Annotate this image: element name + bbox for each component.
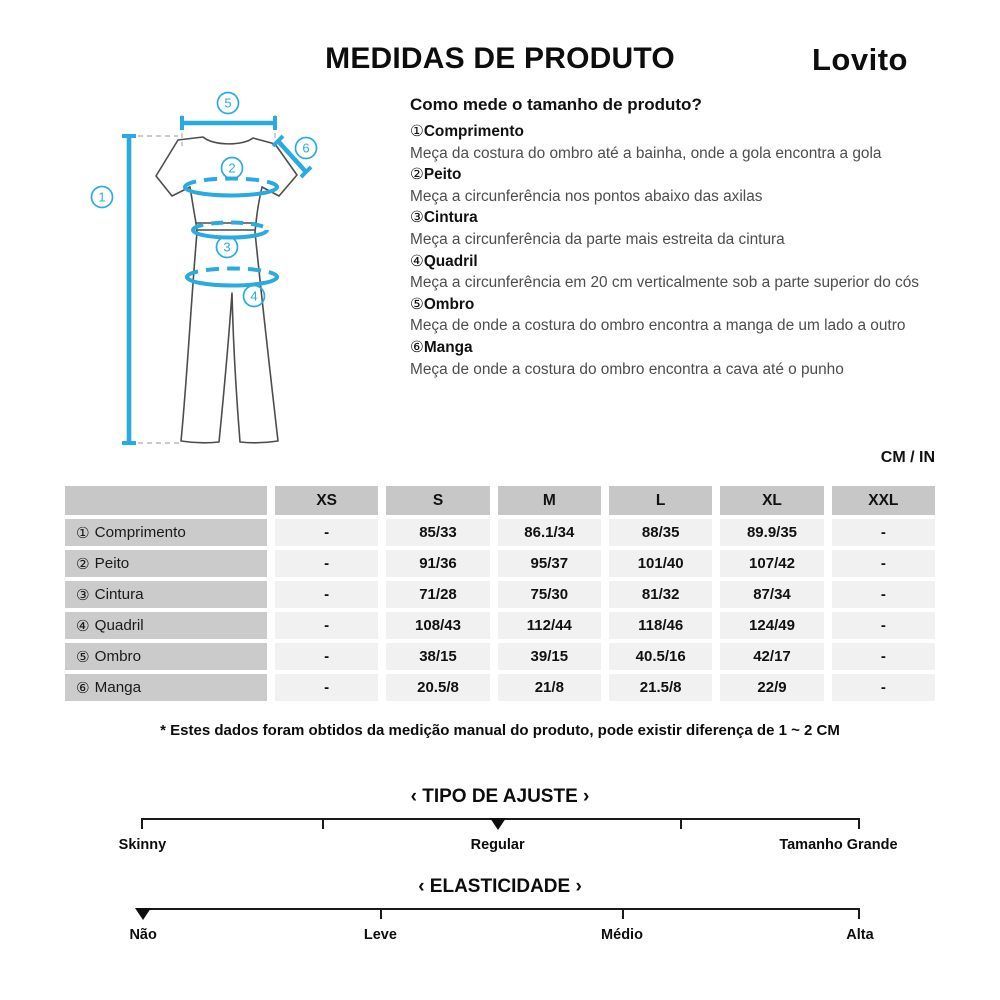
row-number: ② bbox=[76, 555, 90, 573]
guide-item-desc: Meça da costura do ombro até a bainha, onde a gola encontra a gola bbox=[410, 144, 882, 162]
units-label: CM / IN bbox=[880, 449, 935, 466]
elasticity-scale-heading: ‹ ELASTICIDADE › bbox=[418, 876, 582, 897]
table-cell: 75/30 bbox=[498, 581, 601, 608]
row-number: ④ bbox=[76, 617, 90, 635]
guide-item-label: Quadril bbox=[423, 252, 478, 270]
fit-label-regular: Regular bbox=[470, 837, 525, 853]
guide-item-number: ② bbox=[410, 166, 424, 184]
callout-6: 6 bbox=[302, 140, 310, 156]
callout-2: 2 bbox=[228, 160, 236, 176]
construction-lines bbox=[129, 115, 275, 443]
table-cell: 88/35 bbox=[609, 519, 712, 546]
guide-item-number: ① bbox=[410, 123, 424, 140]
guide-item-label: Peito bbox=[423, 166, 462, 184]
guide-item-desc: Meça a circunferência nos pontos abaixo das axilas bbox=[410, 187, 763, 205]
fit-scale-marker-icon bbox=[490, 818, 506, 830]
guide-item-desc: Meça a circunferência em 20 cm verticalmente sob a parte superior do cós bbox=[410, 274, 919, 292]
callout-5: 5 bbox=[224, 95, 232, 111]
elasticity-scale bbox=[129, 908, 874, 954]
table-cell: 38/15 bbox=[386, 643, 489, 670]
row-number: ⑥ bbox=[76, 679, 90, 697]
table-cell: 107/42 bbox=[720, 550, 823, 577]
row-label-comprimento bbox=[65, 519, 267, 546]
elasticity-scale-marker-icon bbox=[135, 908, 151, 920]
column-header-s: S bbox=[386, 486, 489, 515]
column-header-l: L bbox=[609, 486, 712, 515]
scale-tick bbox=[858, 818, 860, 829]
guide-item-label: Manga bbox=[423, 338, 473, 356]
table-cell: - bbox=[275, 612, 378, 639]
table-cell: - bbox=[832, 581, 935, 608]
table-corner-cell bbox=[65, 486, 267, 515]
measurement-marks bbox=[122, 116, 311, 443]
brand-logo: Lovito bbox=[812, 42, 908, 77]
table-cell: - bbox=[832, 612, 935, 639]
table-cell: - bbox=[275, 519, 378, 546]
scale-tick bbox=[322, 818, 324, 829]
page-title: MEDIDAS DE PRODUTO bbox=[325, 42, 675, 75]
guide-item-desc: Meça de onde a costura do ombro encontra a cava até o punho bbox=[410, 360, 844, 378]
row-label-manga bbox=[65, 674, 267, 701]
guide-heading: Como mede o tamanho de produto? bbox=[410, 95, 702, 114]
elasticity-label-alta: Alta bbox=[846, 927, 874, 943]
column-header-xs: XS bbox=[275, 486, 378, 515]
table-cell: 40.5/16 bbox=[609, 643, 712, 670]
scale-tick bbox=[622, 908, 624, 919]
guide-item bbox=[410, 294, 926, 337]
table-cell: 95/37 bbox=[498, 550, 601, 577]
callout-4: 4 bbox=[250, 288, 258, 304]
elasticity-label-leve: Leve bbox=[363, 927, 397, 943]
table-cell: - bbox=[275, 674, 378, 701]
table-cell: 42/17 bbox=[720, 643, 823, 670]
table-cell: 89.9/35 bbox=[720, 519, 823, 546]
elasticity-label-nao: Não bbox=[129, 927, 157, 943]
table-cell: 81/32 bbox=[609, 581, 712, 608]
table-cell: 118/46 bbox=[609, 612, 712, 639]
size-table bbox=[65, 486, 935, 701]
measure-guide bbox=[410, 94, 926, 380]
table-cell: - bbox=[832, 519, 935, 546]
elasticity-label-medio: Médio bbox=[601, 927, 643, 943]
guide-item-number: ③ bbox=[410, 209, 424, 227]
table-cell: - bbox=[275, 550, 378, 577]
garment-measurement-diagram bbox=[60, 80, 400, 480]
row-number: ⑤ bbox=[76, 648, 90, 666]
guide-item-number: ⑤ bbox=[410, 295, 424, 313]
row-label-peito bbox=[65, 550, 267, 577]
fit-label-tamanho-grande: Tamanho Grande bbox=[779, 837, 898, 853]
guide-item-number: ⑥ bbox=[410, 338, 424, 356]
guide-item-label: Cintura bbox=[423, 209, 478, 227]
row-label-text: Peito bbox=[94, 555, 130, 572]
table-cell: - bbox=[832, 550, 935, 577]
row-label-text: Comprimento bbox=[94, 524, 186, 541]
guide-item bbox=[410, 337, 926, 380]
column-header-xl: XL bbox=[720, 486, 823, 515]
guide-item bbox=[410, 121, 926, 164]
elasticity-scale-track bbox=[141, 908, 860, 910]
scale-tick bbox=[141, 818, 143, 829]
row-label-text: Manga bbox=[94, 679, 142, 696]
table-cell: 108/43 bbox=[386, 612, 489, 639]
fit-scale-heading: ‹ TIPO DE AJUSTE › bbox=[410, 786, 590, 807]
callout-1: 1 bbox=[98, 189, 106, 205]
guide-item-desc: Meça de onde a costura do ombro encontra a manga de um lado a outro bbox=[410, 317, 906, 335]
table-cell: 86.1/34 bbox=[498, 519, 601, 546]
table-cell: 21.5/8 bbox=[609, 674, 712, 701]
guide-item bbox=[410, 164, 926, 207]
guide-item bbox=[410, 207, 926, 250]
guide-item-number: ④ bbox=[410, 252, 424, 270]
table-cell: 112/44 bbox=[498, 612, 601, 639]
column-header-xxl: XXL bbox=[832, 486, 935, 515]
guide-item-label: Comprimento bbox=[423, 123, 524, 140]
table-cell: 21/8 bbox=[498, 674, 601, 701]
measurement-disclaimer: * Estes dados foram obtidos da medição manual do produto, pode existir diferença de 1 ~ 2 CM bbox=[160, 722, 840, 739]
scale-tick bbox=[858, 908, 860, 919]
table-cell: 71/28 bbox=[386, 581, 489, 608]
table-cell: 91/36 bbox=[386, 550, 489, 577]
table-cell: 22/9 bbox=[720, 674, 823, 701]
row-label-quadril bbox=[65, 612, 267, 639]
row-label-text: Quadril bbox=[94, 617, 144, 634]
row-label-text: Ombro bbox=[94, 648, 142, 665]
table-cell: 39/15 bbox=[498, 643, 601, 670]
table-cell: 101/40 bbox=[609, 550, 712, 577]
scale-tick bbox=[380, 908, 382, 919]
scale-tick bbox=[680, 818, 682, 829]
guide-item bbox=[410, 251, 926, 294]
table-cell: - bbox=[832, 674, 935, 701]
fit-label-skinny: Skinny bbox=[118, 837, 167, 853]
table-cell: 124/49 bbox=[720, 612, 823, 639]
table-cell: - bbox=[832, 643, 935, 670]
table-cell: 20.5/8 bbox=[386, 674, 489, 701]
table-cell: - bbox=[275, 643, 378, 670]
column-header-m: M bbox=[498, 486, 601, 515]
row-number: ① bbox=[76, 524, 90, 542]
fit-scale bbox=[118, 818, 898, 864]
table-cell: 87/34 bbox=[720, 581, 823, 608]
guide-item-desc: Meça a circunferência da parte mais estreita da cintura bbox=[410, 230, 785, 248]
row-label-cintura bbox=[65, 581, 267, 608]
row-number: ③ bbox=[76, 586, 90, 604]
guide-item-label: Ombro bbox=[423, 295, 475, 313]
row-label-text: Cintura bbox=[94, 586, 144, 603]
row-label-ombro bbox=[65, 643, 267, 670]
table-cell: - bbox=[275, 581, 378, 608]
callout-3: 3 bbox=[223, 239, 231, 255]
table-cell: 85/33 bbox=[386, 519, 489, 546]
